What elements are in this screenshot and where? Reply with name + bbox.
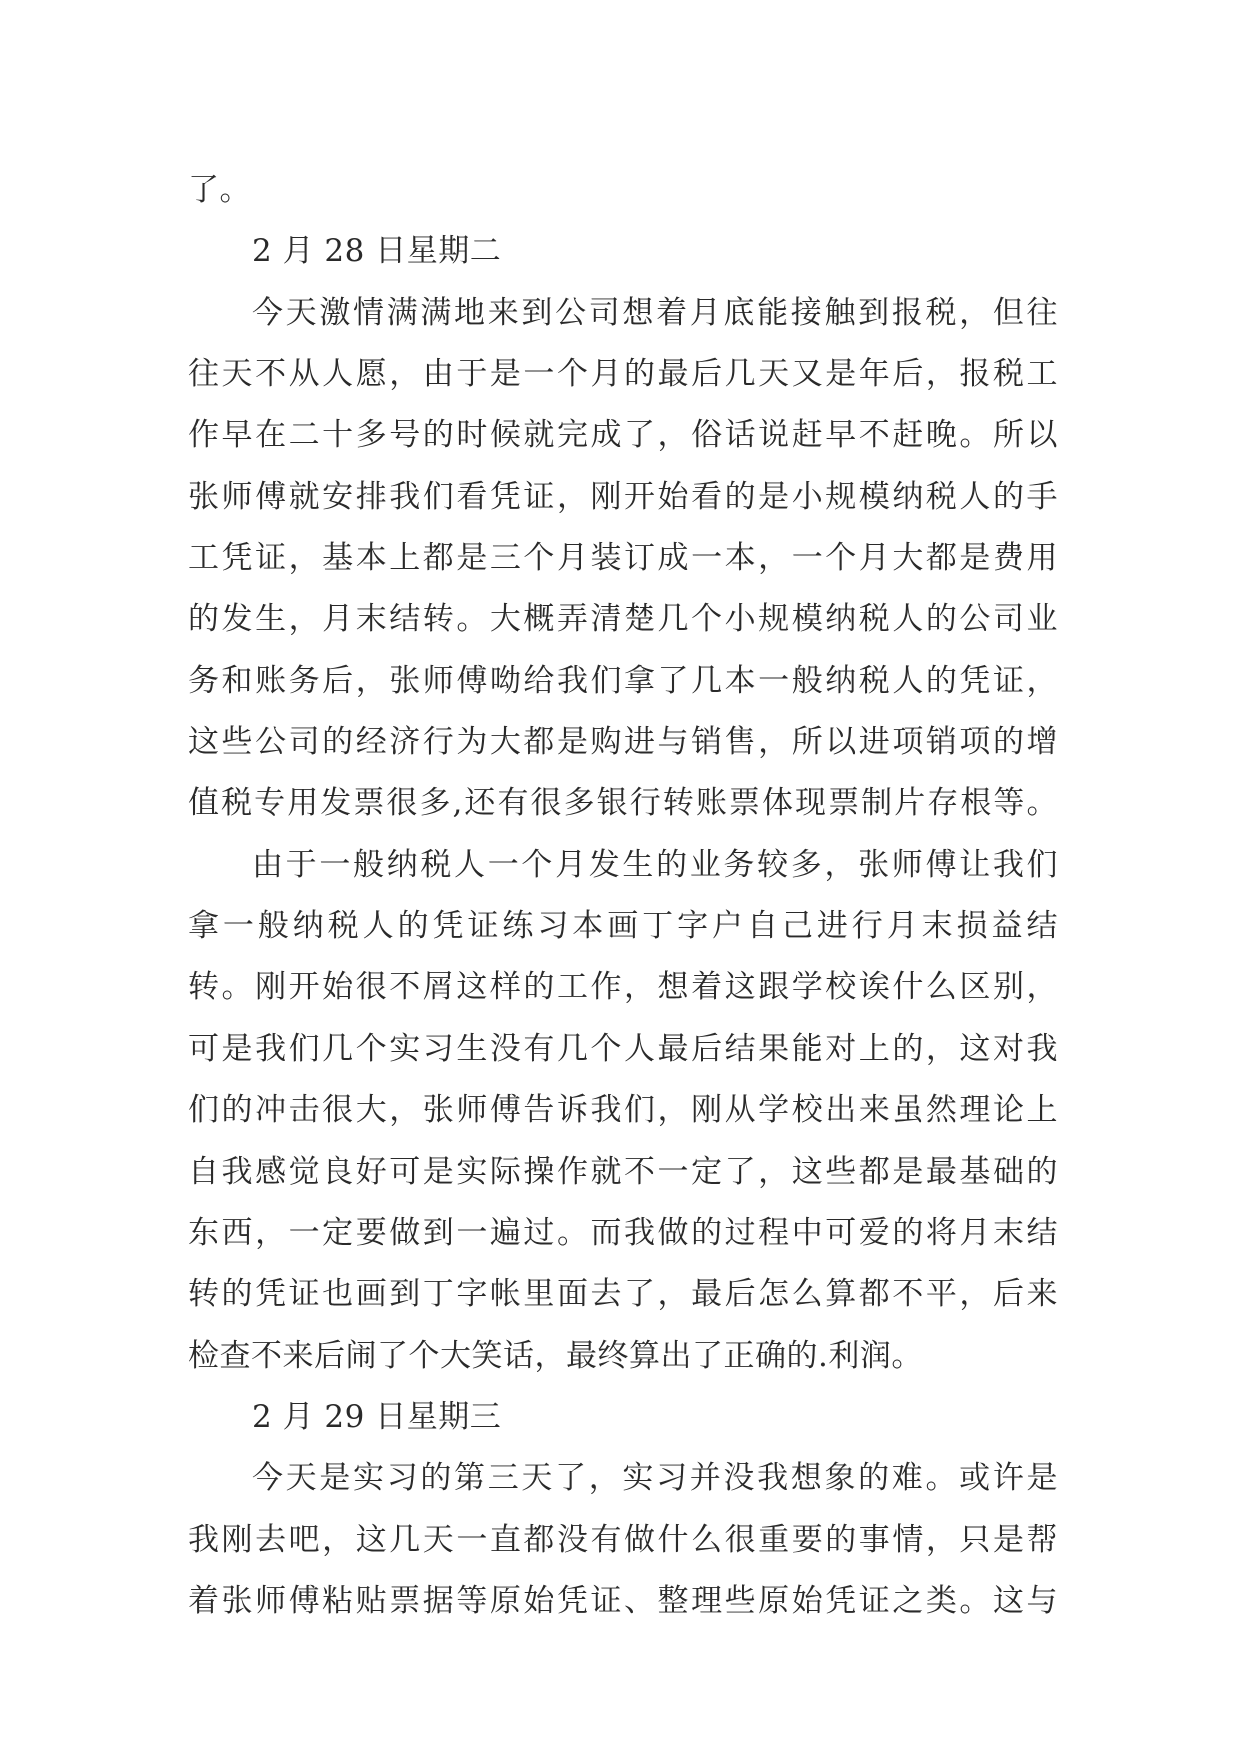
- text-line: 检查不来后闹了个大笑话，最终算出了正确的.利润。: [188, 1337, 923, 1374]
- text-line: 务和账务后，张师傅呦给我们拿了几本一般纳税人的凭证，: [188, 662, 1058, 699]
- date-heading: 2 月 28 日星期二: [252, 233, 502, 270]
- text-line: 可是我们几个实习生没有几个人最后结果能对上的，这对我: [188, 1030, 1058, 1067]
- text-line: 的发生，月末结转。大概弄清楚几个小规模纳税人的公司业: [188, 601, 1058, 638]
- document-body: [188, 160, 1058, 1632]
- text-line: 们的冲击很大，张师傅告诉我们，刚从学校出来虽然理论上: [188, 1092, 1058, 1129]
- text-line: 我刚去吧，这几天一直都没有做什么很重要的事情，只是帮: [188, 1521, 1058, 1558]
- date-heading: 2 月 29 日星期三: [252, 1398, 502, 1435]
- text-line: 往天不从人愿，由于是一个月的最后几天又是年后，报税工: [188, 356, 1058, 393]
- text-line: 转的凭证也画到丁字帐里面去了，最后怎么算都不平，后来: [188, 1276, 1058, 1313]
- text-line: 今天激情满满地来到公司想着月底能接触到报税，但往: [252, 294, 1058, 331]
- text-line: 工凭证，基本上都是三个月装订成一本，一个月大都是费用: [188, 540, 1058, 577]
- text-line: 转。刚开始很不屑这样的工作，想着这跟学校诶什么区别，: [188, 969, 1058, 1006]
- text-line: 了。: [188, 172, 251, 208]
- text-line: 东西，一定要做到一遍过。而我做的过程中可爱的将月末结: [188, 1214, 1058, 1251]
- text-line: 值税专用发票很多,还有很多银行转账票体现票制片存根等。: [188, 785, 1058, 822]
- text-line: 拿一般纳税人的凭证练习本画丁字户自己进行月末损益结: [188, 908, 1058, 945]
- text-line: 这些公司的经济行为大都是购进与销售，所以进项销项的增: [188, 724, 1058, 761]
- text-line: 由于一般纳税人一个月发生的业务较多，张师傅让我们: [252, 846, 1058, 883]
- text-line: 作早在二十多号的时候就完成了，俗话说赶早不赶晚。所以: [188, 417, 1058, 454]
- text-line: 张师傅就安排我们看凭证，刚开始看的是小规模纳税人的手: [188, 478, 1058, 515]
- text-line: 着张师傅粘贴票据等原始凭证、整理些原始凭证之类。这与: [188, 1582, 1058, 1619]
- text-line: 今天是实习的第三天了，实习并没我想象的难。或许是: [252, 1460, 1058, 1497]
- text-line: 自我感觉良好可是实际操作就不一定了，这些都是最基础的: [188, 1153, 1058, 1190]
